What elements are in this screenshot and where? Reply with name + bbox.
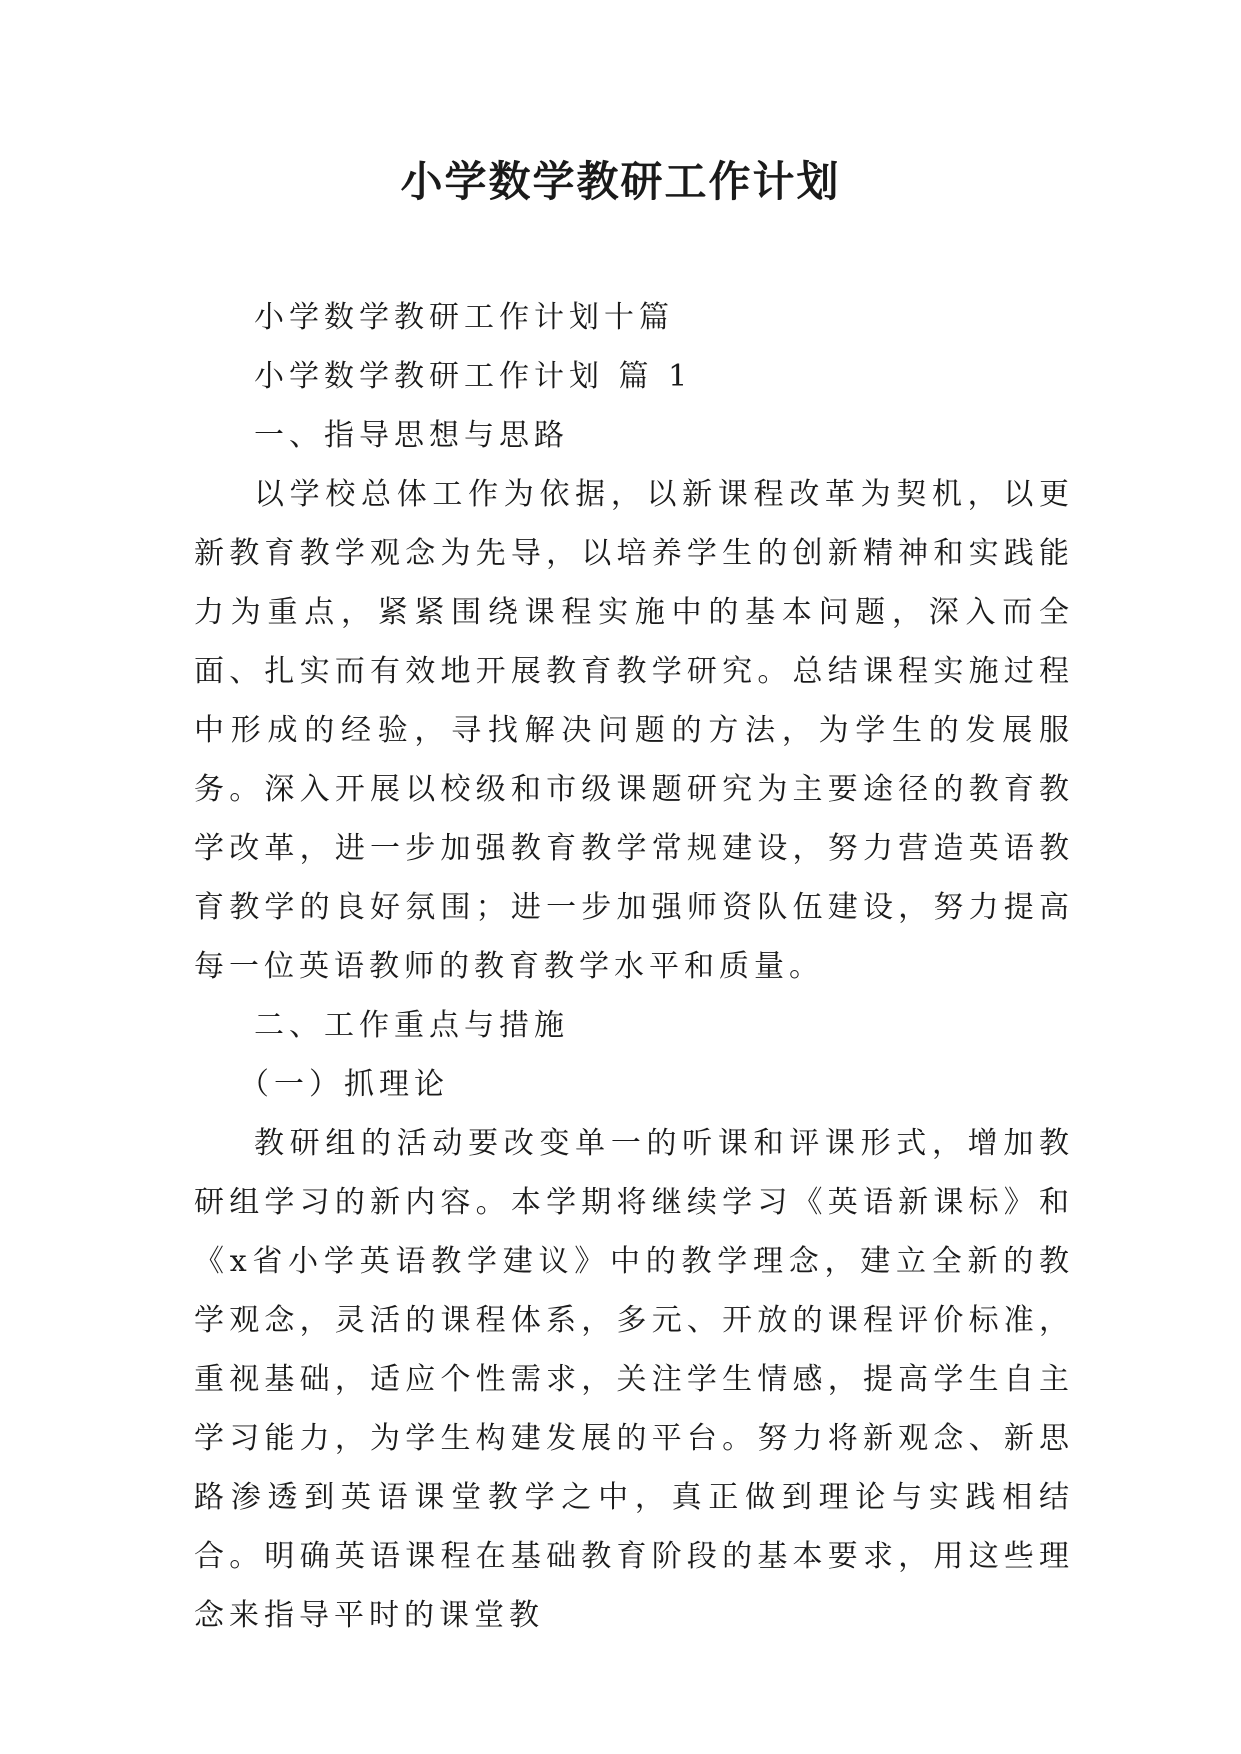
paragraph-guiding-ideas: 以学校总体工作为依据，以新课程改革为契机，以更新教育教学观念为先导，以培养学生的创新精神和实践能力为重点，紧紧围绕课程实施中的基本问题，深入而全面、扎实而有效地开展教育教学研究。总结课程实施过程中形成的经验，寻找解决问题的方法，为学生的发展服务。深入开展以校级和市级课题研究为主要途径的教育教学改革，进一步加强教育教学常规建设，努力营造英语教育教学的良好氛围；进一步加强师资队伍建设，努力提高每一位英语教师的教育教学水平和质量。 xyxy=(194,477,1074,984)
paragraph-theory: 教研组的活动要改变单一的听课和评课形式，增加教研组学习的新内容。本学期将继续学习《英语新课标》和《x省小学英语教学建议》中的教学理念，建立全新的教学观念，灵活的课程体系，多元、开放的课程评价标准，重视基础，适应个性需求，关注学生情感，提高学生自主学习能力，为学生构建发展的平台。努力将新观念、新思路渗透到英语课堂教学之中，真正做到理论与实践相结合。明确英语课程在基础教育阶段的基本要求，用这些理念来指导平时的课堂教 xyxy=(194,1126,1074,1633)
document-body xyxy=(194,288,1074,1645)
subsection-heading-theory: （一）抓理论 xyxy=(239,1067,449,1102)
section-heading-work-focus: 二、工作重点与措施 xyxy=(254,1008,569,1043)
document-title: 小学数学教研工作计划 xyxy=(400,157,841,206)
section-heading-guiding-ideas: 一、指导思想与思路 xyxy=(254,418,569,453)
document-subtitle: 小学数学教研工作计划十篇 xyxy=(254,300,674,335)
section-heading-part-1: 小学数学教研工作计划 篇 1 xyxy=(254,359,693,394)
